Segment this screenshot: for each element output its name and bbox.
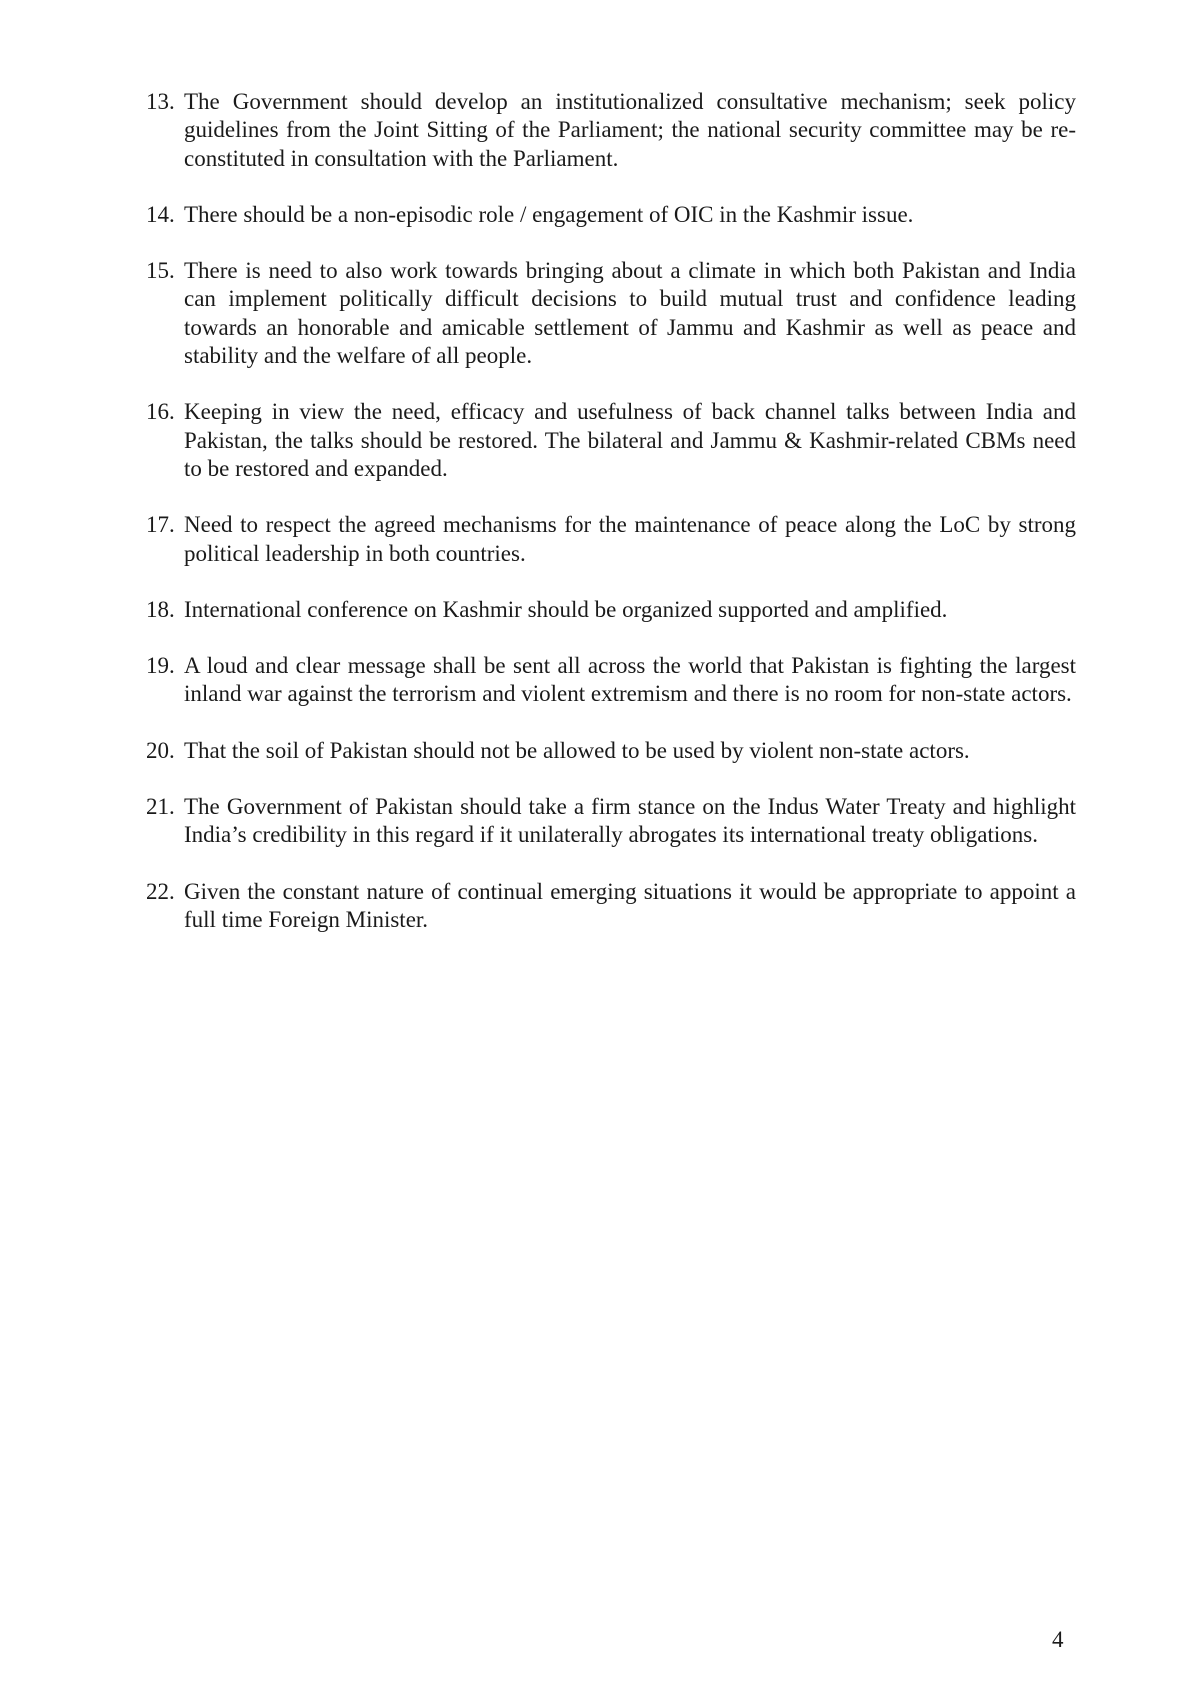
list-item xyxy=(146,88,1076,173)
item-text: That the soil of Pakistan should not be allowed to be used by violent non-state actors. xyxy=(184,737,970,763)
list-item xyxy=(146,737,1076,765)
item-number: 21. xyxy=(146,794,175,820)
item-text: There is need to also work towards bringing about a climate in which both Pakistan and India can implement politically difficult decisions to build mutual trust and confidence leading towards an honorable and amicable settlement of Jammu and Kashmir as well as peace and stability and the welfare of all people. xyxy=(184,258,1076,369)
item-number: 18. xyxy=(146,596,175,622)
item-number: 20. xyxy=(146,737,175,763)
item-number: 22. xyxy=(146,878,175,904)
recommendation-list xyxy=(146,88,1076,962)
page-number: 4 xyxy=(1052,1627,1064,1652)
list-item xyxy=(146,257,1076,370)
item-number: 17. xyxy=(146,512,175,538)
item-text: The Government should develop an institutionalized consultative mechanism; seek policy guidelines from the Joint Sitting of the Parliament; the national security committee may be re-constituted in consultation with the Parliament. xyxy=(184,89,1076,171)
item-text: The Government of Pakistan should take a firm stance on the Indus Water Treaty and highlight India’s credibility in this regard if it unilaterally abrogates its international treaty obligations. xyxy=(184,794,1076,848)
list-item xyxy=(146,793,1076,850)
list-item xyxy=(146,878,1076,935)
list-item xyxy=(146,511,1076,568)
list-item xyxy=(146,596,1076,624)
list-item xyxy=(146,398,1076,483)
item-text: Given the constant nature of continual emerging situations it would be appropriate to appoint a full time Foreign Minister. xyxy=(184,878,1076,932)
item-number: 14. xyxy=(146,201,175,227)
item-text: A loud and clear message shall be sent all across the world that Pakistan is fighting the largest inland war against the terrorism and violent extremism and there is no room for non-state actors. xyxy=(184,653,1076,707)
item-text: Need to respect the agreed mechanisms for the maintenance of peace along the LoC by strong political leadership in both countries. xyxy=(184,512,1076,566)
item-number: 15. xyxy=(146,258,175,284)
item-number: 13. xyxy=(146,89,175,114)
list-item xyxy=(146,652,1076,709)
item-text: There should be a non-episodic role / engagement of OIC in the Kashmir issue. xyxy=(184,201,914,227)
item-text: Keeping in view the need, efficacy and usefulness of back channel talks between India and Pakistan, the talks should be restored. The bilateral and Jammu & Kashmir-related CBMs need to be restored and expanded. xyxy=(184,399,1076,481)
list-item xyxy=(146,201,1076,229)
item-number: 19. xyxy=(146,653,175,679)
item-text: International conference on Kashmir should be organized supported and amplified. xyxy=(184,596,948,622)
item-number: 16. xyxy=(146,399,175,425)
